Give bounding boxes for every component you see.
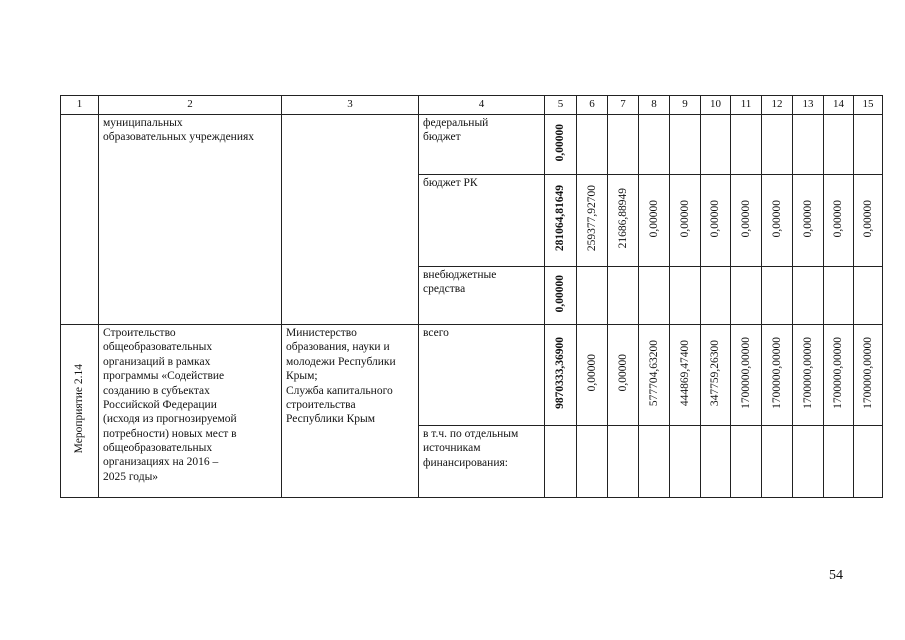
value-cell xyxy=(701,267,731,325)
value-cell xyxy=(731,115,762,175)
value: 0,00000 xyxy=(554,274,567,312)
value-cell xyxy=(608,115,639,175)
value-cell xyxy=(731,426,762,498)
value-cell xyxy=(793,267,824,325)
value: 1700000,00000 xyxy=(832,336,845,409)
value: 0,00000 xyxy=(832,199,845,237)
value: 281064,81649 xyxy=(554,185,567,252)
value-cell xyxy=(639,325,670,426)
measure-name: Строительство общеобразовательных организаций в рамках программы «Содействие созданию в субъектах Российской Федерации (исходя из прогнозируемой потребности) новых мест в общеобразовательных организациях на 2016 – 2025 годы» xyxy=(99,325,282,498)
page-number: 54 xyxy=(829,568,843,583)
funding-source-label: бюджет РК xyxy=(419,175,545,267)
measure-id-cell xyxy=(61,115,99,325)
column-number: 6 xyxy=(577,96,608,115)
value: 259377,92700 xyxy=(585,185,598,252)
column-number: 13 xyxy=(793,96,824,115)
value: 444869,47400 xyxy=(678,339,691,406)
funding-row xyxy=(61,325,883,426)
value: 347759,26300 xyxy=(709,339,722,406)
value-cell xyxy=(670,175,701,267)
value-cell xyxy=(608,267,639,325)
value-cell xyxy=(824,426,854,498)
column-number: 7 xyxy=(608,96,639,115)
value-cell xyxy=(701,325,731,426)
value-cell xyxy=(545,115,577,175)
column-number: 12 xyxy=(762,96,793,115)
value: 1700000,00000 xyxy=(861,336,874,409)
value: 0,00000 xyxy=(739,199,752,237)
value-cell xyxy=(731,325,762,426)
value: 0,00000 xyxy=(616,354,629,392)
value: 21686,88949 xyxy=(616,188,629,249)
value: 0,00000 xyxy=(554,123,567,161)
column-number: 11 xyxy=(731,96,762,115)
value-cell xyxy=(824,267,854,325)
value-cell xyxy=(701,175,731,267)
value: 1700000,00000 xyxy=(801,336,814,409)
column-number: 15 xyxy=(854,96,883,115)
column-number: 10 xyxy=(701,96,731,115)
value: 577704,63200 xyxy=(647,339,660,406)
executor: Министерство образования, науки и молодежи Республики Крым; Служба капитального строительства Республики Крым xyxy=(282,325,419,498)
column-number: 1 xyxy=(61,96,99,115)
value-cell xyxy=(577,426,608,498)
measure-id: Мероприятие 2.14 xyxy=(73,364,86,454)
funding-source-label: всего xyxy=(419,325,545,426)
value-cell xyxy=(577,175,608,267)
value-cell xyxy=(577,115,608,175)
value-cell xyxy=(639,175,670,267)
value-cell xyxy=(639,267,670,325)
value: 0,00000 xyxy=(770,199,783,237)
value-cell xyxy=(854,175,883,267)
column-number: 3 xyxy=(282,96,419,115)
column-number: 8 xyxy=(639,96,670,115)
value-cell xyxy=(762,175,793,267)
value-cell xyxy=(793,426,824,498)
column-number: 9 xyxy=(670,96,701,115)
value: 1700000,00000 xyxy=(739,336,752,409)
value-cell xyxy=(793,115,824,175)
value-cell xyxy=(545,426,577,498)
column-number: 5 xyxy=(545,96,577,115)
value-cell xyxy=(639,115,670,175)
value: 0,00000 xyxy=(585,354,598,392)
value-cell xyxy=(854,115,883,175)
value-cell xyxy=(577,325,608,426)
value-cell xyxy=(824,115,854,175)
value-cell xyxy=(577,267,608,325)
funding-row xyxy=(61,115,883,175)
value-cell xyxy=(762,267,793,325)
value-cell xyxy=(545,175,577,267)
value: 0,00000 xyxy=(861,199,874,237)
value-cell xyxy=(762,325,793,426)
value-cell xyxy=(670,325,701,426)
value-cell xyxy=(793,325,824,426)
executor-cell xyxy=(282,115,419,325)
value-cell xyxy=(545,267,577,325)
value: 0,00000 xyxy=(678,199,691,237)
column-number: 14 xyxy=(824,96,854,115)
measure-name: муниципальных образовательных учреждениях xyxy=(99,115,282,325)
value-cell xyxy=(854,267,883,325)
value-cell xyxy=(639,426,670,498)
value-cell xyxy=(824,325,854,426)
value-cell xyxy=(608,325,639,426)
funding-source-label: внебюджетные средства xyxy=(419,267,545,325)
value-cell xyxy=(608,175,639,267)
value-cell xyxy=(731,267,762,325)
value-cell xyxy=(824,175,854,267)
value-cell xyxy=(854,426,883,498)
value-cell xyxy=(854,325,883,426)
value: 0,00000 xyxy=(647,199,660,237)
value: 9870333,36900 xyxy=(554,336,567,409)
funding-source-label: в т.ч. по отдельным источникам финансирования: xyxy=(419,426,545,498)
column-number-row xyxy=(61,96,883,115)
value-cell xyxy=(670,426,701,498)
value-cell xyxy=(731,175,762,267)
value-cell xyxy=(701,115,731,175)
value-cell xyxy=(701,426,731,498)
value: 0,00000 xyxy=(801,199,814,237)
value-cell xyxy=(608,426,639,498)
value-cell xyxy=(793,175,824,267)
value: 1700000,00000 xyxy=(770,336,783,409)
value-cell xyxy=(670,267,701,325)
budget-table xyxy=(60,95,883,498)
column-number: 4 xyxy=(419,96,545,115)
measure-id-cell xyxy=(61,325,99,498)
funding-source-label: федеральный бюджет xyxy=(419,115,545,175)
column-number: 2 xyxy=(99,96,282,115)
value-cell xyxy=(762,115,793,175)
value-cell xyxy=(762,426,793,498)
value: 0,00000 xyxy=(709,199,722,237)
value-cell xyxy=(545,325,577,426)
value-cell xyxy=(670,115,701,175)
